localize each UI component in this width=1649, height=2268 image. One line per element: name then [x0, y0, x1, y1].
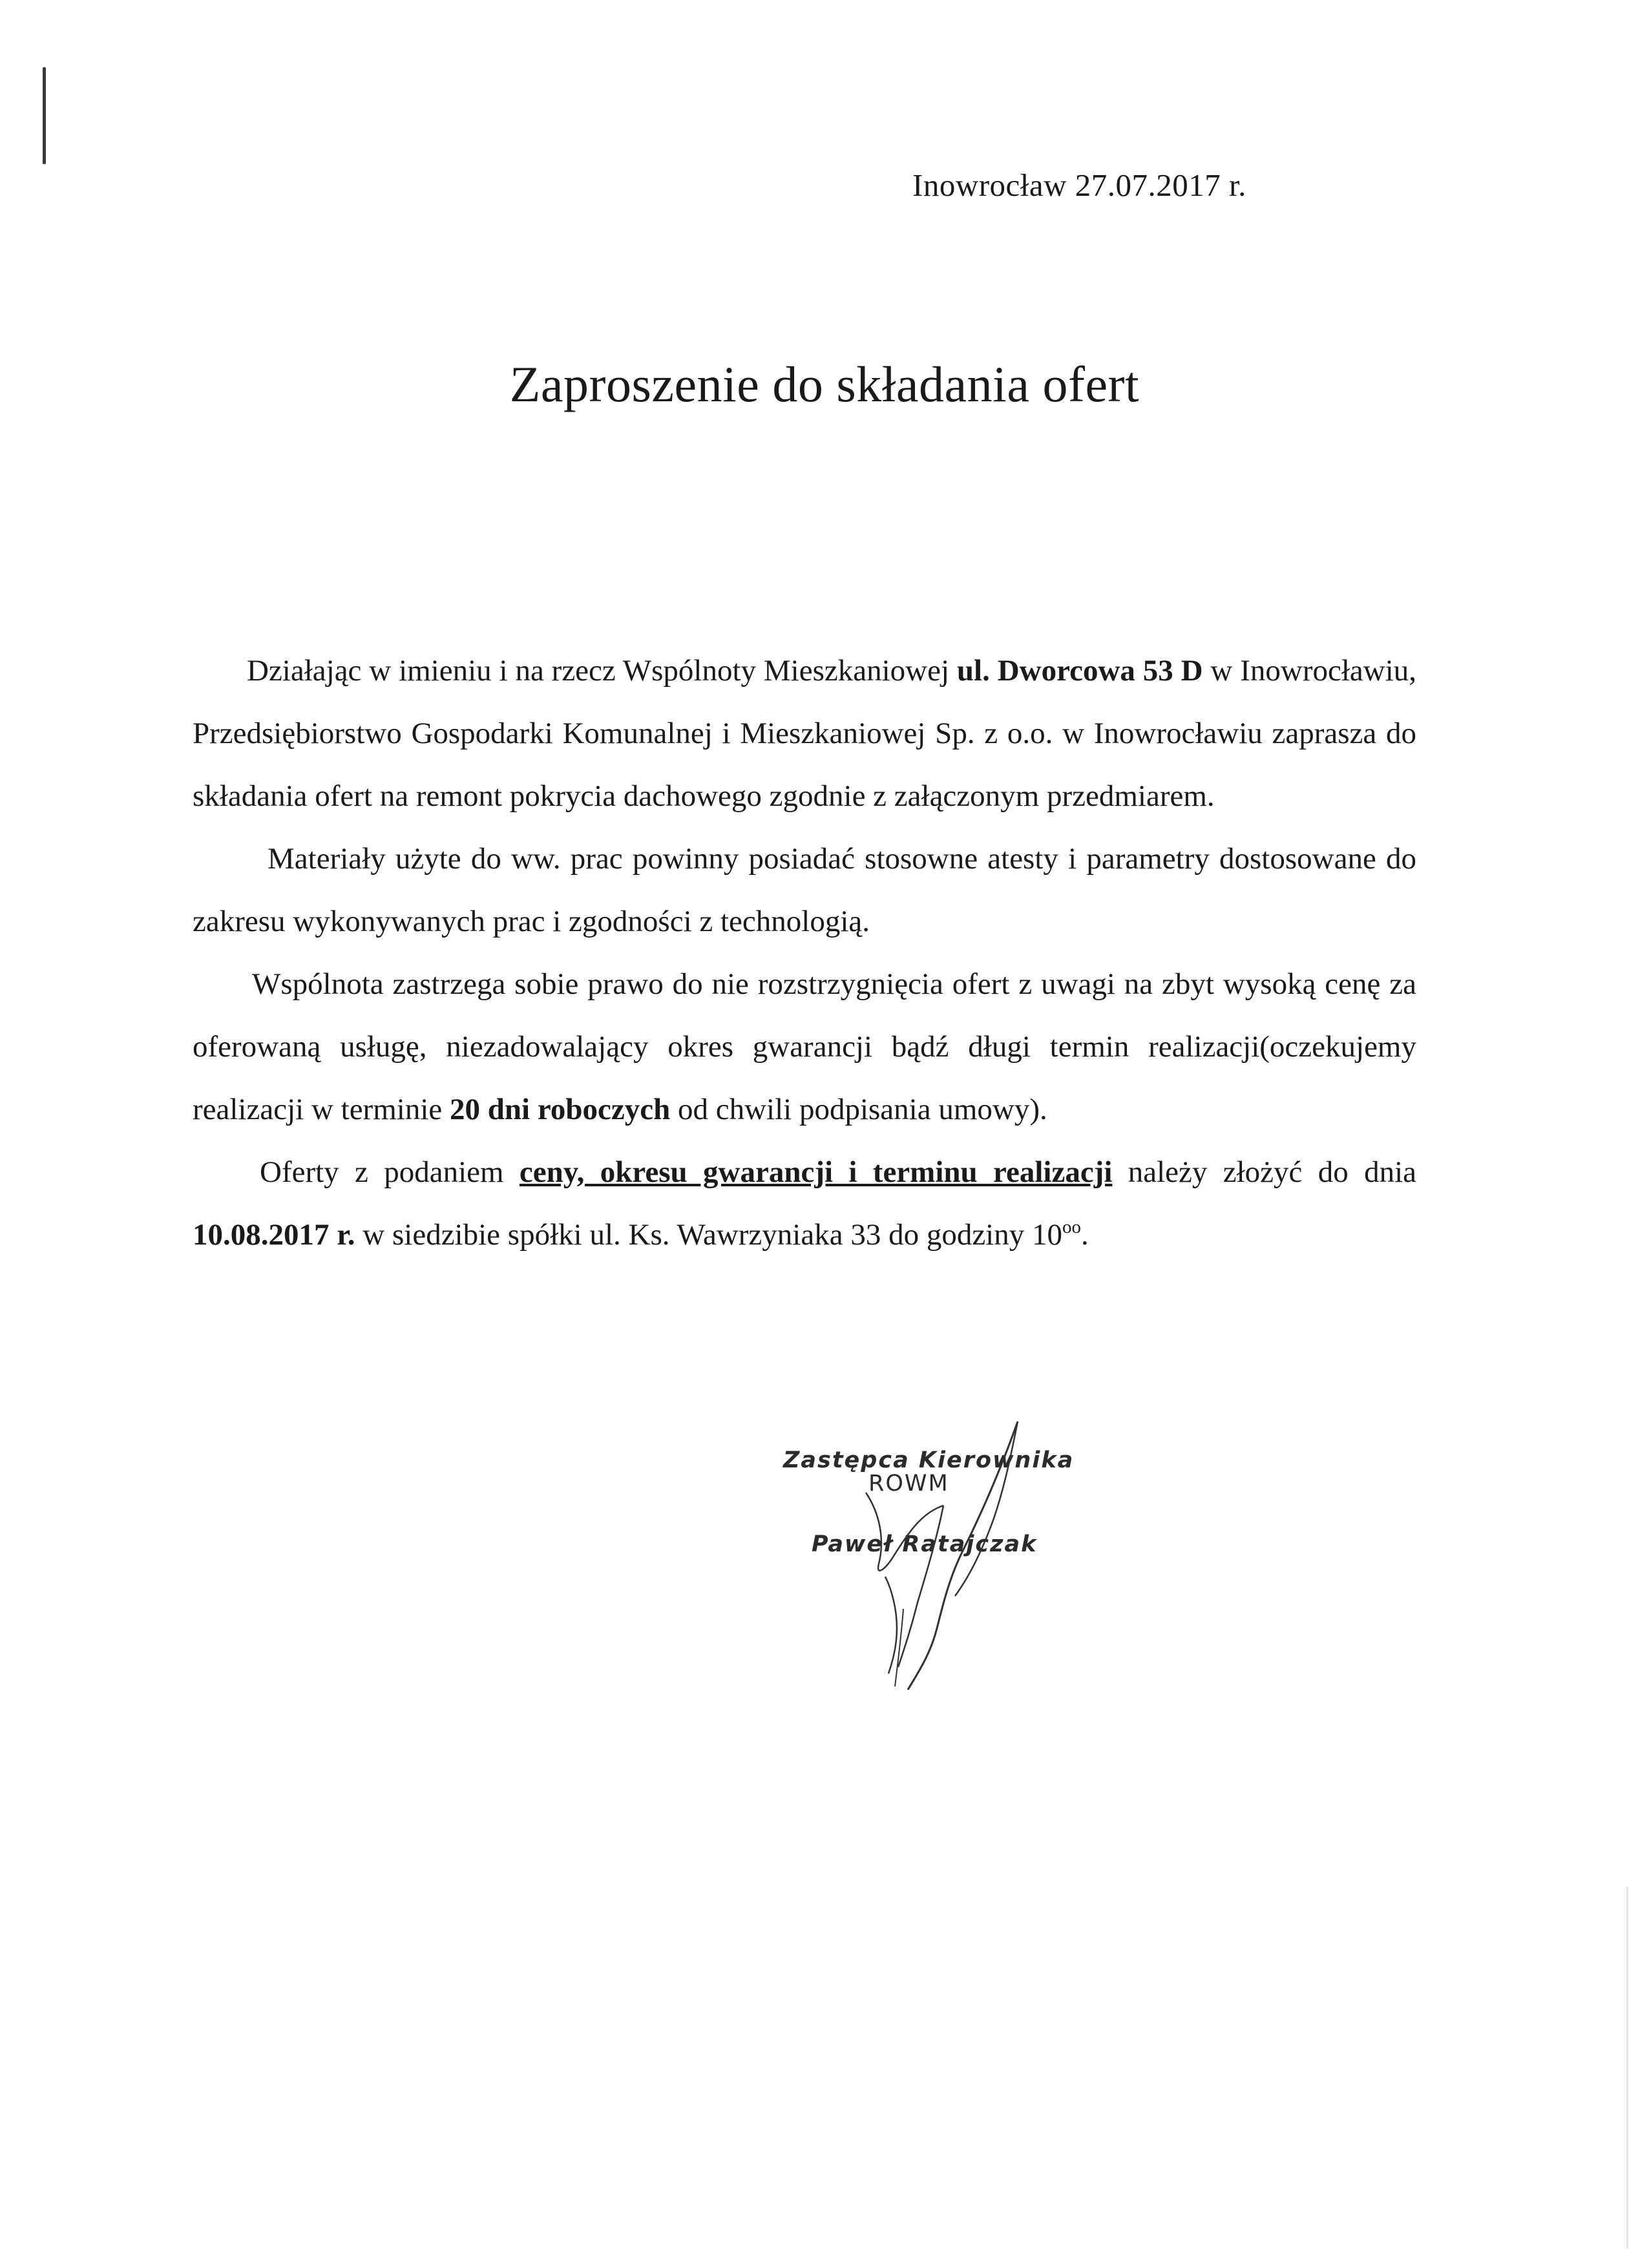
letter-body: [193, 640, 1416, 1266]
stamp-person-name: Paweł Ratajczak: [812, 1531, 1038, 1557]
document-title: Zaproszenie do składania ofert: [509, 356, 1140, 412]
paragraph-reservation-text-a: Wspólnota zastrzega sobie prawo do nie rozstrzygnięcia ofert z uwagi na zbyt wysoką cenę za oferowaną usługę, niezadowalający okres gwarancji bądź długi termin realizacji(oczekujemy realizacji w terminie: [193, 967, 1416, 1126]
paragraph-invitation-text-a: Działając w imieniu i na rzecz Wspólnoty Mieszkaniowej: [247, 654, 957, 688]
place-date: Inowrocław 27.07.2017 r.: [912, 167, 1246, 203]
paragraph-submission-text-c: w siedzibie spółki ul. Ks. Wawrzyniaka 33 do godziny 10: [355, 1218, 1062, 1252]
paragraph-submission-text-a: Oferty z podaniem: [260, 1155, 520, 1189]
paragraph-submission-text-b: należy złożyć do dnia: [1112, 1155, 1416, 1189]
scan-artifact-mark: [43, 67, 46, 164]
paragraph-reservation-text-b: od chwili podpisania umowy).: [670, 1093, 1047, 1126]
paragraph-submission: [193, 1141, 1416, 1266]
paragraph-reservation: [193, 953, 1416, 1141]
stamp-department: ROWM: [868, 1471, 949, 1496]
paragraph-materials-text: Materiały użyte do ww. prac powinny posiadać stosowne atesty i parametry dostosowane do zakresu wykonywanych prac i zgodności z technologią.: [193, 842, 1416, 938]
paragraph-invitation-text-b: w Inowrocławiu, Przedsiębiorstwo Gospodarki Komunalnej i Mieszkaniowej Sp. z o.o. w Inowrocławiu zaprasza do składania ofert na remont pokrycia dachowego zgodnie z załączonym przedmiarem.: [193, 654, 1417, 813]
handwritten-signature: [788, 1415, 1060, 1693]
hour-superscript: oo: [1062, 1217, 1081, 1237]
paragraph-invitation: [193, 640, 1416, 828]
submission-deadline: 10.08.2017 r.: [193, 1218, 355, 1252]
community-address: ul. Dworcowa 53 D: [956, 654, 1203, 688]
paragraph-materials: [193, 828, 1416, 953]
stamp-position: Zastępca Kierownika: [783, 1447, 1075, 1473]
scan-artifact-edge: [1626, 1887, 1628, 2249]
paragraph-submission-text-d: .: [1081, 1218, 1089, 1252]
completion-days: 20 dni roboczych: [450, 1093, 671, 1126]
offer-criteria: ceny, okresu gwarancji i terminu realizacji: [519, 1155, 1113, 1189]
